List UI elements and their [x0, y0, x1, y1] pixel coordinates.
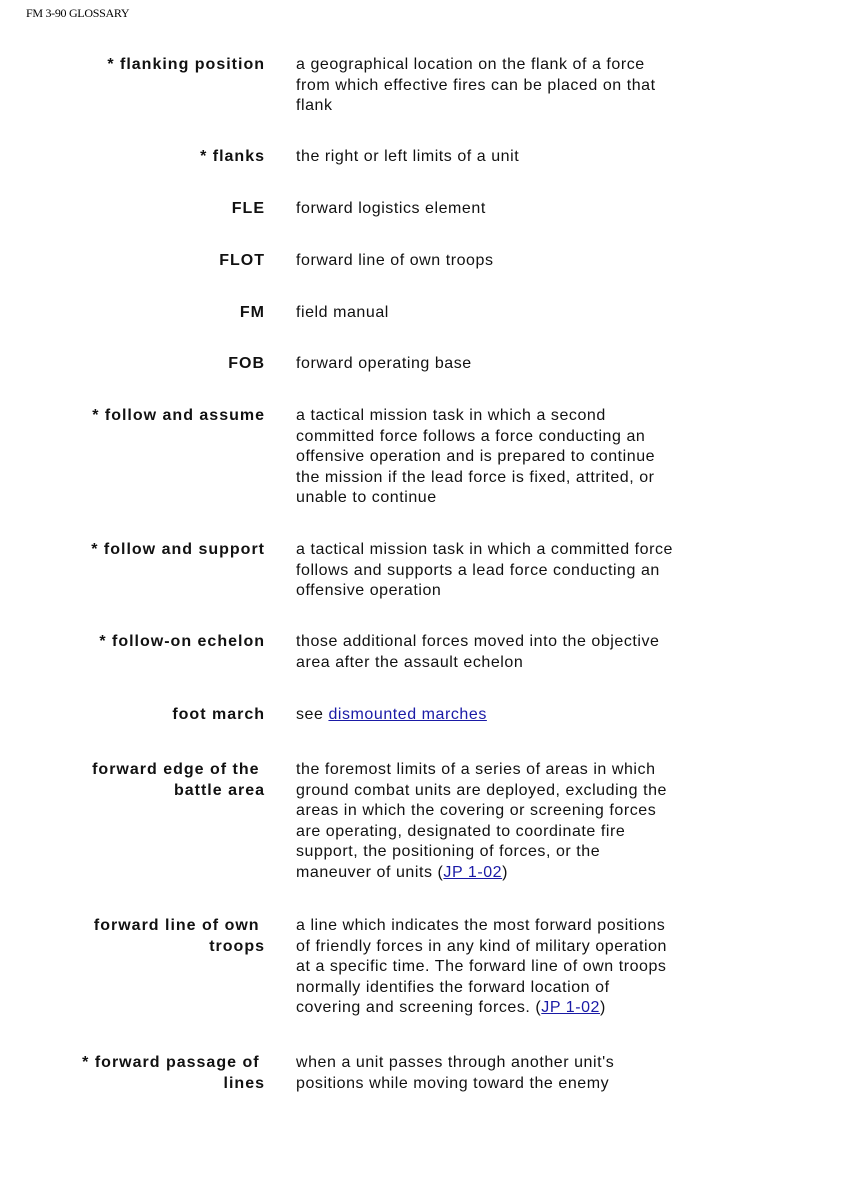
glossary-definition: [296, 251, 816, 272]
definition-text: unable to continue: [296, 489, 437, 506]
definition-line: [296, 199, 816, 220]
definition-text: of friendly forces in any kind of military operation: [296, 937, 667, 955]
definition-line: [296, 916, 816, 937]
definition-line: [296, 760, 816, 781]
definition-line: [296, 998, 816, 1019]
definition-text: are operating, designated to coordinate fire: [296, 822, 626, 840]
definition-line: [296, 354, 816, 375]
definition-line: [296, 147, 816, 168]
glossary-term: [35, 199, 265, 220]
glossary-definition: [296, 147, 816, 168]
term-line: * follow and support: [91, 541, 265, 558]
reference-link[interactable]: JP 1-02: [541, 999, 600, 1016]
term-line: FLE: [231, 200, 265, 217]
definition-line: [296, 781, 816, 802]
glossary-term: [35, 354, 265, 375]
definition-line: [296, 653, 816, 674]
definition-line: [296, 978, 816, 999]
page-header: FM 3-90 GLOSSARY: [26, 6, 130, 20]
definition-text-after: ): [502, 863, 508, 881]
glossary-term: [35, 406, 265, 427]
term-line: FLOT: [219, 252, 265, 269]
definition-text: the right or left limits of a unit: [296, 148, 520, 165]
term-line: forward line of own: [93, 917, 265, 934]
glossary-definition: [296, 632, 816, 673]
definition-line: [296, 937, 816, 958]
glossary-term: [35, 147, 265, 168]
glossary-definition: [296, 199, 816, 220]
definition-text: committed force follows a force conducting an: [296, 427, 646, 445]
glossary-definition: [296, 540, 816, 602]
term-line: forward edge of the: [92, 761, 265, 778]
definition-text: the foremost limits of a series of areas in which: [296, 761, 656, 778]
definition-line: [296, 705, 816, 726]
definition-text: maneuver of units (: [296, 863, 444, 881]
definition-line: [296, 447, 816, 468]
definition-text: a geographical location on the flank of a force: [296, 56, 645, 73]
definition-line: [296, 632, 816, 653]
glossary-term: [35, 760, 265, 801]
term-line: FOB: [228, 355, 265, 372]
definition-text: areas in which the covering or screening forces: [296, 802, 657, 819]
definition-line: [296, 76, 816, 97]
definition-line: [296, 822, 816, 843]
definition-text: follows and supports a lead force conducting an: [296, 561, 660, 579]
definition-text: offensive operation: [296, 582, 442, 599]
term-line: * forward passage of: [82, 1054, 265, 1071]
glossary-definition: [296, 705, 816, 726]
definition-text: see: [296, 706, 329, 723]
term-line: troops: [209, 937, 265, 955]
glossary-term: [35, 1053, 265, 1094]
definition-line: [296, 957, 816, 978]
definition-line: [296, 581, 816, 602]
definition-line: [296, 540, 816, 561]
definition-text-after: ): [599, 999, 606, 1016]
definition-line: [296, 427, 816, 448]
glossary-term: [35, 251, 265, 272]
definition-text: a tactical mission task in which a committed force: [296, 541, 673, 558]
definition-line: [296, 842, 816, 863]
definition-text: when a unit passes through another unit's: [296, 1054, 615, 1071]
definition-text: field manual: [296, 304, 389, 321]
definition-text: forward logistics element: [296, 200, 486, 217]
definition-text: from which effective fires can be placed on that: [296, 76, 656, 94]
definition-line: [296, 488, 816, 509]
definition-text: flank: [296, 97, 333, 114]
definition-line: [296, 468, 816, 489]
glossary-definition: [296, 916, 816, 1019]
term-line: * follow and assume: [92, 407, 265, 424]
glossary-term: [35, 916, 265, 957]
glossary-term: [35, 632, 265, 653]
definition-text: support, the positioning of forces, or the: [296, 843, 601, 860]
definition-text: forward operating base: [296, 355, 472, 372]
definition-line: [296, 55, 816, 76]
definition-text: at a specific time. The forward line of own troops: [296, 958, 667, 975]
glossary-definition: [296, 760, 816, 883]
definition-line: [296, 406, 816, 427]
glossary-definition: [296, 354, 816, 375]
definition-text: covering and screening forces. (: [296, 999, 542, 1016]
glossary-term: [35, 303, 265, 324]
definition-text: normally identifies the forward location of: [296, 978, 610, 996]
term-line: battle area: [173, 781, 265, 799]
term-line: * follow-on echelon: [99, 633, 265, 650]
definition-text: positions while moving toward the enemy: [296, 1074, 610, 1092]
definition-line: [296, 561, 816, 582]
glossary-term: [35, 55, 265, 76]
term-line: foot march: [172, 706, 265, 723]
definition-text: the mission if the lead force is fixed, attrited, or: [296, 468, 655, 486]
reference-link[interactable]: dismounted marches: [328, 706, 487, 723]
definition-line: [296, 251, 816, 272]
definition-text: a line which indicates the most forward positions: [296, 917, 666, 934]
definition-line: [296, 1074, 816, 1095]
definition-text: forward line of own troops: [296, 252, 494, 269]
definition-line: [296, 1053, 816, 1074]
reference-link[interactable]: JP 1-02: [443, 863, 503, 881]
definition-text: ground combat units are deployed, excluding the: [296, 781, 667, 799]
glossary-term: [35, 705, 265, 726]
glossary-definition: [296, 55, 816, 117]
definition-text: a tactical mission task in which a second: [296, 407, 606, 424]
definition-line: [296, 96, 816, 117]
term-line: * flanking position: [107, 56, 265, 73]
definition-text: area after the assault echelon: [296, 653, 524, 671]
definition-line: [296, 303, 816, 324]
glossary-definition: [296, 406, 816, 509]
term-line: * flanks: [200, 148, 265, 165]
glossary-term: [35, 540, 265, 561]
definition-text: offensive operation and is prepared to continue: [296, 448, 656, 465]
glossary-definition: [296, 1053, 816, 1094]
term-line: lines: [223, 1074, 265, 1092]
term-line: FM: [239, 304, 265, 321]
glossary-definition: [296, 303, 816, 324]
definition-text: those additional forces moved into the objective: [296, 633, 660, 650]
definition-line: [296, 801, 816, 822]
definition-line: [296, 863, 816, 884]
